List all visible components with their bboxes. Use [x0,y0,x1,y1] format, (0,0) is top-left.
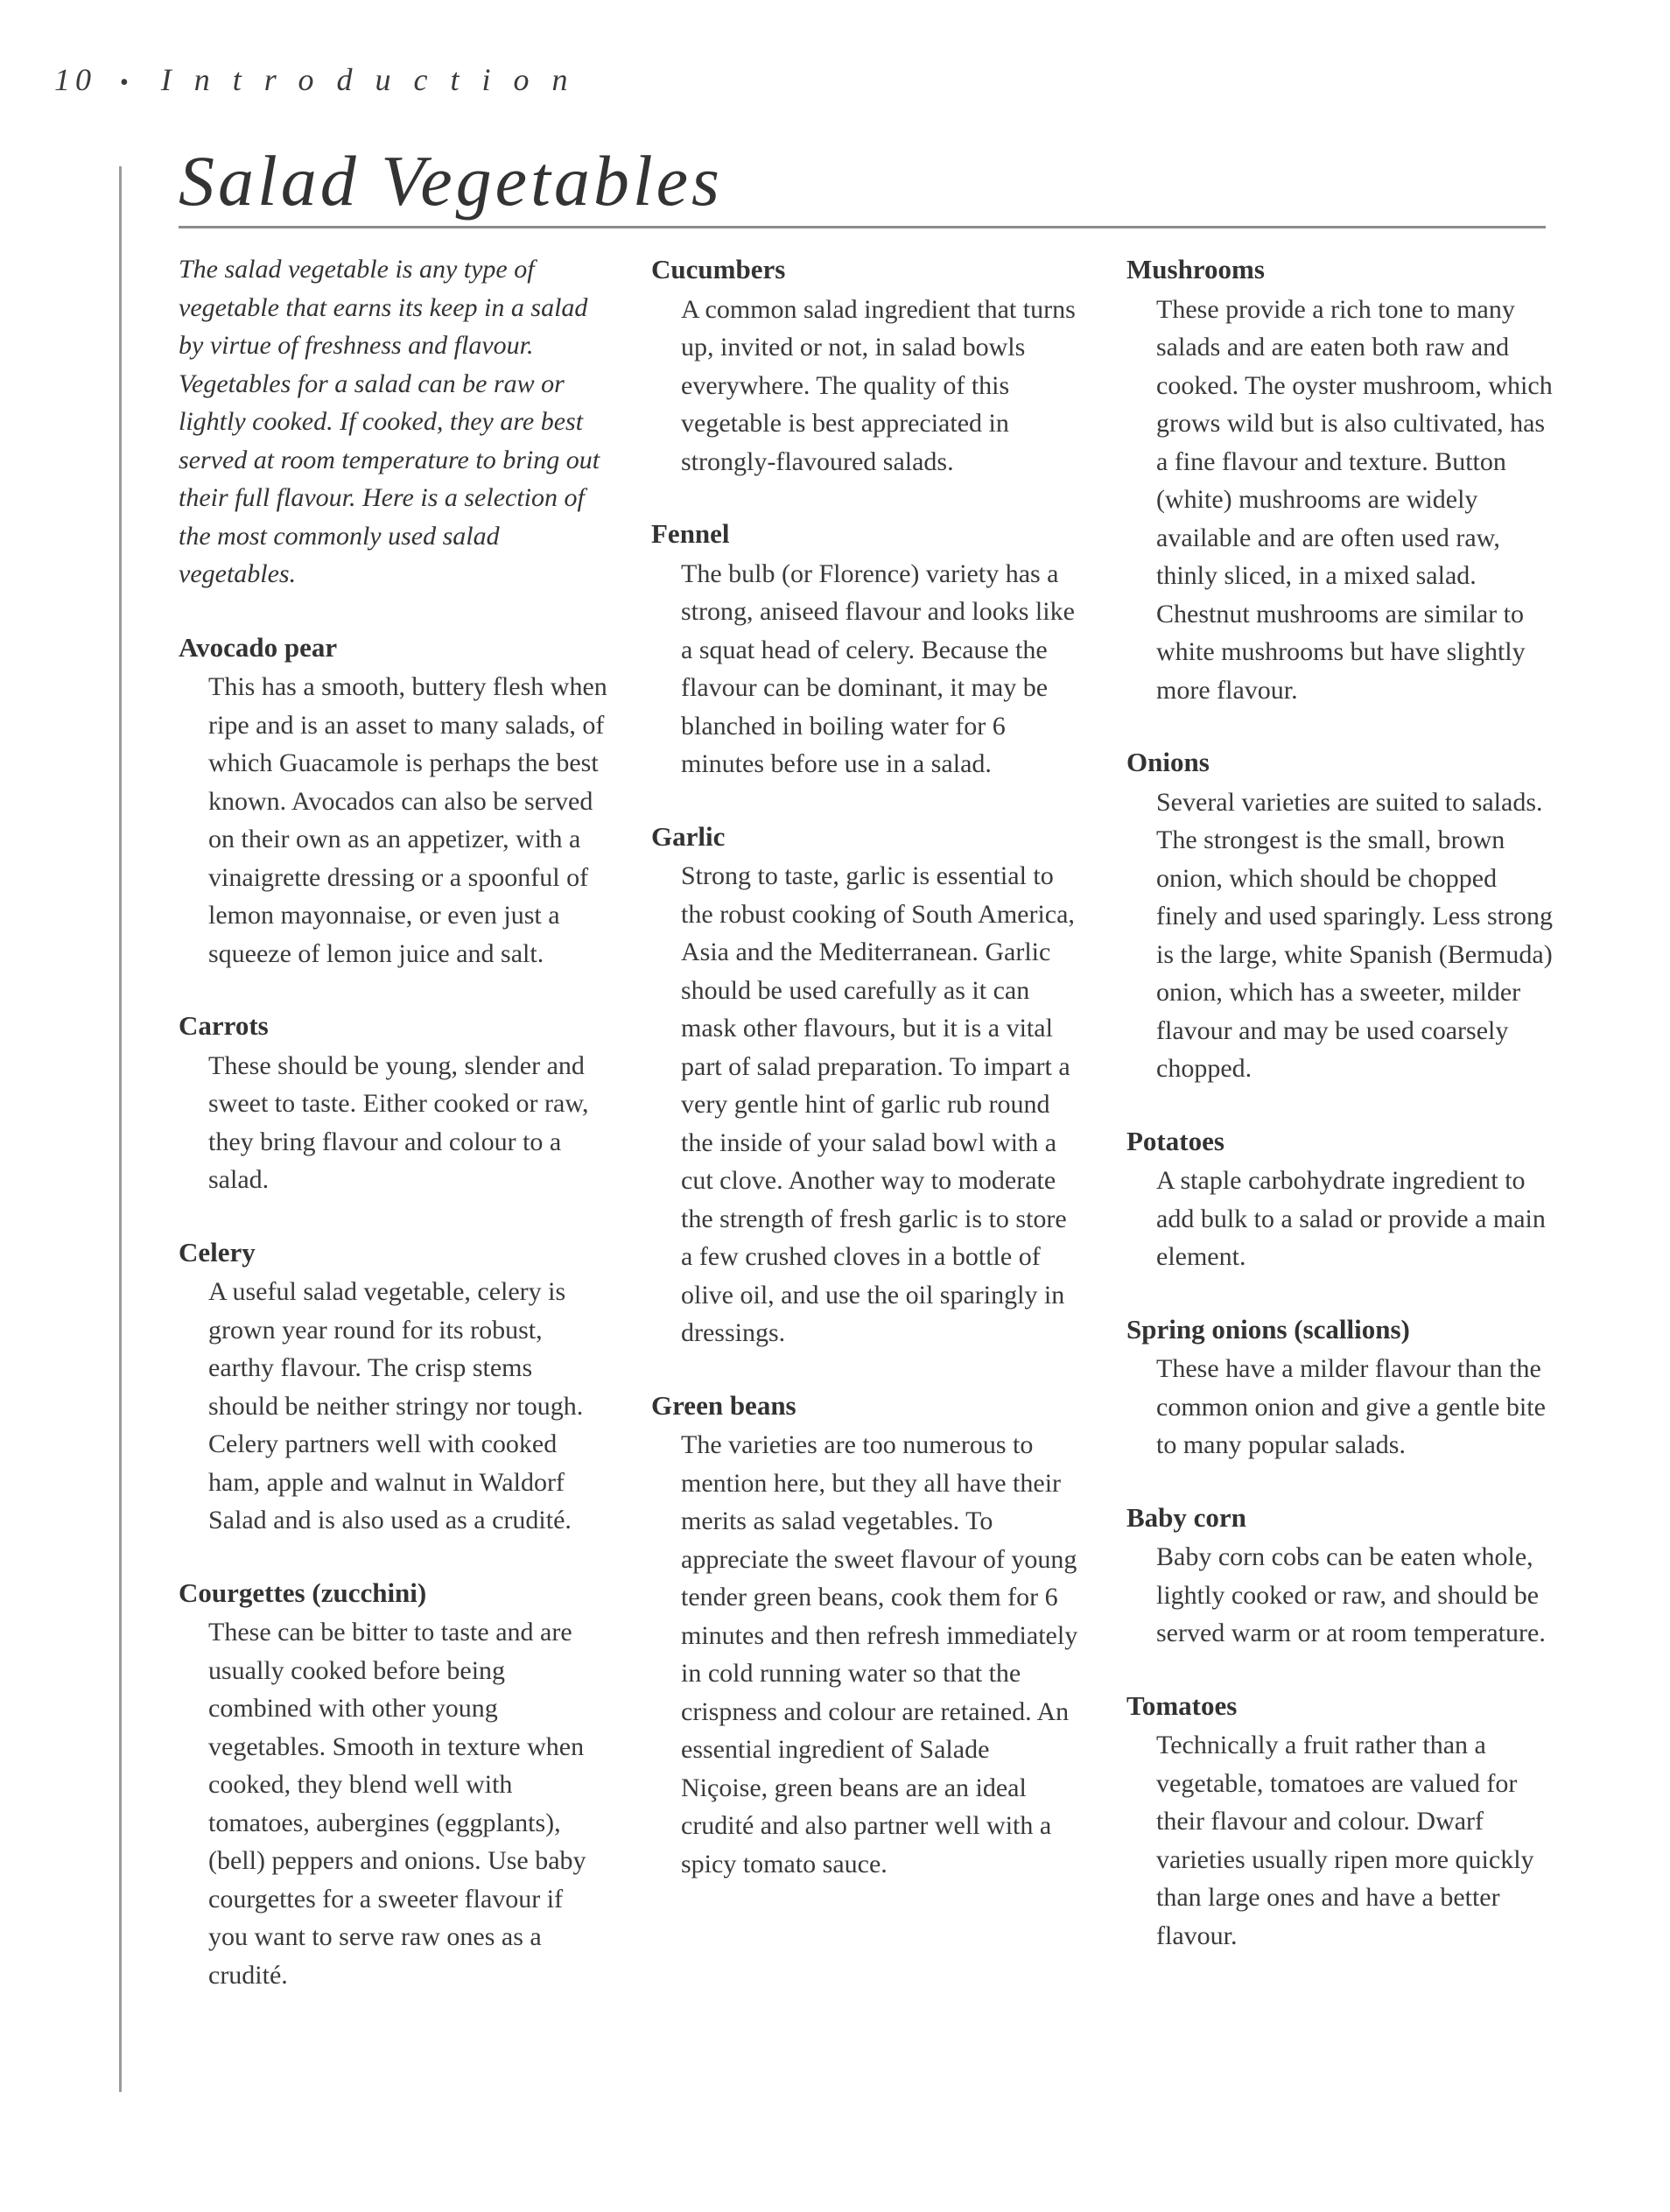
entry-courgettes [179,1574,607,1995]
column-1 [179,250,607,2028]
entry-green-beans [651,1387,1080,1884]
entry-heading: Avocado pear [179,631,338,663]
entry-heading: Green beans [651,1389,796,1421]
title-divider [179,226,1546,228]
entry-text: The bulb (or Florence) variety has a strong, aniseed flavour and looks like a squat head of celery. Because the flavour can be dominant, it may be blanched in boiling water for 6 minutes before use in a salad. [681,558,1075,778]
entry-heading: Potatoes [1126,1125,1224,1156]
entry-potatoes [1126,1122,1555,1276]
entry-text: A common salad ingredient that turns up, invited or not, in salad bowls everywhere. The quality of this vegetable is best appreciated in strongly-flavoured salads. [681,294,1076,476]
entry-baby-corn [1126,1499,1555,1653]
entry-heading: Carrots [179,1010,269,1041]
page-title: Salad Vegetables [179,141,723,221]
entry-heading: Courgettes (zucchini) [179,1576,427,1608]
entry-tomatoes [1126,1687,1555,1956]
entry-text: Baby corn cobs can be eaten whole, lightly cooked or raw, and should be served warm or at room temperature. [1156,1542,1546,1647]
entry-text: These should be young, slender and sweet to taste. Either cooked or raw, they bring flavour and colour to a salad. [208,1050,589,1194]
section-title: Introduction [160,62,591,97]
entry-heading: Baby corn [1126,1501,1246,1533]
entry-text: This has a smooth, buttery flesh when ripe and is an asset to many salads, of which Guacamole is perhaps the best known. Avocados can also be served on their own as an appetizer, with a vinaigrette dressing or a spoonful of lemon mayonnaise, or even just a squeeze of lemon juice and salt. [208,672,607,968]
entry-cucumbers [651,250,1080,481]
column-2 [651,250,1080,1917]
entry-text: Several varieties are suited to salads. The strongest is the small, brown onion, which should be chopped finely and used sparingly. Less strong is the large, white Spanish (Bermuda) onion, which has a sweeter, milder flavour and may be used coarsely chopped. [1156,787,1553,1083]
entry-heading: Onions [1126,747,1210,777]
entry-heading: Spring onions (scallions) [1126,1313,1410,1345]
entry-celery [179,1233,607,1540]
entry-heading: Mushrooms [1126,254,1265,284]
intro-paragraph: The salad vegetable is any type of vegetable that earns its keep in a salad by virtue of freshness and flavour. Vegetables for a salad can be raw or lightly cooked. If cooked, they are best served at room temperature to bring out their full flavour. Here is a selection of the most commonly used salad vegetables. [179,255,600,588]
header-separator: • [120,69,129,96]
entry-mushrooms [1126,250,1555,709]
running-head [54,61,590,98]
entry-garlic [651,818,1080,1352]
entry-text: These provide a rich tone to many salads and are eaten both raw and cooked. The oyster mushroom, which grows wild but is also cultivated, has a fine flavour and texture. Button (white) mushrooms are widely available and are often used raw, thinly sliced, in a mixed salad. Chestnut mushrooms are similar to white mushrooms but have slightly more flavour. [1156,294,1553,705]
entry-text: A staple carbohydrate ingredient to add bulk to a salad or provide a main element. [1156,1166,1546,1271]
entry-text: These can be bitter to taste and are usually cooked before being combined with other young vegetables. Smooth in texture when cooked, they blend well with tomatoes, aubergines (eggplants), (bell) peppers and onions. Use baby courgettes for a sweeter flavour if you want to serve raw ones as a crudité. [208,1618,586,1990]
entry-heading: Garlic [651,820,726,852]
page-number: 10 [54,62,96,97]
entry-text: Technically a fruit rather than a vegetable, tomatoes are valued for their flavour and colour. Dwarf varieties usually ripen more quickly than large ones and have a better flavour. [1156,1731,1534,1950]
entry-spring-onions [1126,1310,1555,1464]
entry-heading: Fennel [651,518,730,549]
entry-carrots [179,1007,607,1199]
entry-text: A useful salad vegetable, celery is grown year round for its robust, earthy flavour. The crisp stems should be neither stringy nor tough. Celery partners well with cooked ham, apple and walnut in Waldorf Salad and is also used as a crudité. [208,1277,584,1534]
entry-text: The varieties are too numerous to mention here, but they all have their merits as salad vegetables. To appreciate the sweet flavour of young tender green beans, cook them for 6 minutes and then refresh immediately in cold running water so that the crispness and colour are retained. An essential ingredient of Salade Niçoise, green beans are an ideal crudité and also partner well with a spicy tomato sauce. [681,1430,1078,1878]
entry-text: Strong to taste, garlic is essential to the robust cooking of South America, Asia and the Mediterranean. Garlic should be used carefully as it can mask other flavours, but it is a vital part of salad preparation. To impart a very gentle hint of garlic rub round the inside of your salad bowl with a cut clove. Another way to moderate the strength of fresh garlic is to store a few crushed cloves in a bottle of olive oil, and use the oil sparingly in dressings. [681,861,1075,1347]
left-margin-rule [119,166,122,2092]
entry-fennel [651,515,1080,783]
entry-heading: Tomatoes [1126,1689,1238,1721]
entry-heading: Cucumbers [651,254,786,284]
entry-text: These have a milder flavour than the common onion and give a gentle bite to many popular salads. [1156,1354,1546,1459]
entry-avocado-pear [179,628,607,973]
entry-heading: Celery [179,1236,256,1268]
column-3 [1126,250,1555,1989]
entry-onions [1126,743,1555,1088]
